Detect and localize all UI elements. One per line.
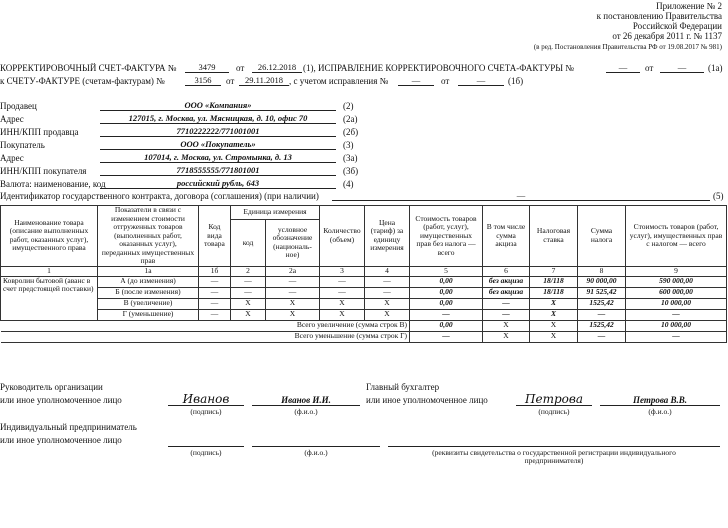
row-indicator: Б (после изменения): [98, 287, 199, 298]
field-label: Адрес: [0, 114, 24, 124]
row-unit-code: X: [231, 309, 266, 320]
correction-number: 3479: [185, 63, 229, 73]
header-unit: Единица измерения: [231, 206, 320, 220]
chief-title-2: или иное уполномоченное лицо: [366, 395, 488, 405]
with-fix-date: —: [458, 76, 504, 86]
header-unit-name: условное обозначение (националь-ное): [266, 220, 320, 266]
with-fix-code: (1б): [508, 76, 524, 86]
field-value: 127015, г. Москва, ул. Мясницкая, д. 10, офис 70: [100, 114, 336, 124]
col-number: 9: [626, 266, 727, 276]
col-number: 2: [231, 266, 266, 276]
fix-number: —: [606, 63, 640, 73]
field-value: 107014, г. Москва, ул. Стромынка, д. 13: [100, 153, 336, 163]
row-excise: без акциза: [483, 276, 530, 287]
field-value: 7718555555/771801001: [100, 166, 336, 176]
row-cost: 0,00: [410, 287, 483, 298]
header-name: Наименование товара (описание выполненных работ, оказанных услуг), имущественного права: [1, 206, 98, 267]
row-excise: —: [483, 298, 530, 309]
row-price: X: [365, 298, 410, 309]
total-excise: X: [483, 320, 530, 331]
head-signature: Иванов: [168, 393, 244, 406]
row-cost: 0,00: [410, 298, 483, 309]
col-number: 8: [578, 266, 626, 276]
ip-fio-caption: (ф.и.о.): [304, 448, 328, 457]
gov-contract-value: —: [332, 191, 710, 201]
ip-sign-caption: (подпись): [190, 448, 222, 457]
appendix-country: Российской Федерации: [632, 21, 722, 31]
total-row: [1, 320, 727, 331]
col-number: 1б: [199, 266, 231, 276]
col-number: 5: [410, 266, 483, 276]
head-title-1: Руководитель организации: [0, 382, 103, 392]
row-qty: X: [320, 298, 365, 309]
row-excise: без акциза: [483, 287, 530, 298]
field-value: ООО «Покупатель»: [100, 140, 336, 150]
header-qty: Количество (объем): [320, 206, 365, 267]
total-sum: 10 000,00: [626, 320, 727, 331]
correction-date: 26.12.2018: [252, 63, 302, 73]
ip-requisites-line: [388, 446, 720, 447]
appendix-date: от 26 декабря 2011 г. № 1137: [612, 31, 722, 41]
ip-requisites-caption: (реквизиты свидетельства о государственной регистрации индивидуального предпринимателя): [432, 448, 676, 465]
row-price: —: [365, 287, 410, 298]
row-indicator: А (до изменения): [98, 276, 199, 287]
row-price: X: [365, 309, 410, 320]
total-label: Всего увеличение (сумма строк В): [1, 320, 410, 331]
field-code: (4): [343, 179, 354, 189]
table-row: [1, 287, 727, 298]
gov-contract-code: (5): [713, 191, 724, 201]
header-unit-code: код: [231, 220, 266, 266]
total-label: Всего уменьшение (сумма строк Г): [1, 331, 410, 342]
row-kind-code: —: [199, 309, 231, 320]
with-fix-from: от: [441, 76, 450, 86]
row-unit-name: X: [266, 309, 320, 320]
with-fix-number: —: [398, 76, 434, 86]
head-fio-caption: (ф.и.о.): [294, 407, 318, 416]
ip-title-2: или иное уполномоченное лицо: [0, 435, 122, 445]
header-tax: Сумма налога: [578, 206, 626, 267]
invoice-from: от: [226, 76, 235, 86]
row-unit-name: —: [266, 276, 320, 287]
chief-title-1: Главный бухгалтер: [366, 382, 440, 392]
appendix-number: Приложение № 2: [656, 1, 722, 11]
row-total: 590 000,00: [626, 276, 727, 287]
col-number: 1а: [98, 266, 199, 276]
appendix-edition: (в ред. Постановления Правительства РФ от 19.08.2017 № 981): [533, 43, 722, 51]
field-code: (3б): [343, 166, 359, 176]
to-invoice-label: к СЧЕТУ-ФАКТУРЕ (счетам-фактурам) №: [0, 76, 165, 86]
field-code: (2): [343, 101, 354, 111]
head-sign-caption: (подпись): [190, 407, 222, 416]
ip-sign-line: [168, 446, 244, 447]
invoice-number: 3156: [185, 76, 221, 86]
row-unit-name: X: [266, 298, 320, 309]
row-indicator: В (увеличение): [98, 298, 199, 309]
row-qty: —: [320, 287, 365, 298]
row-kind-code: —: [199, 298, 231, 309]
row-unit-code: X: [231, 298, 266, 309]
row-indicator: Г (уменьшение): [98, 309, 199, 320]
header-cost-no-tax: Стоимость товаров (работ, услуг), имущественных прав без налога — всего: [410, 206, 483, 267]
field-code: (3): [343, 140, 354, 150]
fix-date: —: [660, 63, 704, 73]
row-rate: X: [530, 298, 578, 309]
chief-fio: Петрова В.В.: [600, 395, 720, 406]
table-row: [1, 309, 727, 320]
table-row: [1, 276, 727, 287]
total-tax: —: [578, 331, 626, 342]
row-total: —: [626, 309, 727, 320]
header-kind-code: Код вида товара: [199, 206, 231, 267]
total-excise: X: [483, 331, 530, 342]
fix-code: (1а): [708, 63, 723, 73]
with-fix-label: , с учетом исправления №: [289, 76, 389, 86]
title-from: от: [236, 63, 245, 73]
field-code: (2а): [343, 114, 358, 124]
chief-signature: Петрова: [516, 393, 592, 406]
appendix-decree: к постановлению Правительства: [596, 11, 722, 21]
header-indicators: Показатели в связи с изменением стоимости отгруженных товаров (выполненных работ, оказанных услуг), переданных имущественных прав: [98, 206, 199, 267]
ip-fio-line: [252, 446, 380, 447]
total-rate: X: [530, 320, 578, 331]
row-unit-code: —: [231, 276, 266, 287]
col-number: 6: [483, 266, 530, 276]
row-tax: 1525,42: [578, 298, 626, 309]
field-code: (3а): [343, 153, 358, 163]
col-number: 1: [1, 266, 98, 276]
table-row: [1, 298, 727, 309]
row-rate: 18/118: [530, 287, 578, 298]
total-cost: 0,00: [410, 320, 483, 331]
row-total: 600 000,00: [626, 287, 727, 298]
row-price: —: [365, 276, 410, 287]
header-excise: В том числе сумма акциза: [483, 206, 530, 267]
row-unit-name: —: [266, 287, 320, 298]
col-number: 7: [530, 266, 578, 276]
ip-title-1: Индивидуальный предприниматель: [0, 422, 137, 432]
total-sum: —: [626, 331, 727, 342]
field-code: (2б): [343, 127, 359, 137]
field-label: Покупатель: [0, 140, 45, 150]
field-label: Адрес: [0, 153, 24, 163]
invoice-table: [0, 205, 727, 343]
total-cost: —: [410, 331, 483, 342]
field-label: Продавец: [0, 101, 37, 111]
head-title-2: или иное уполномоченное лицо: [0, 395, 122, 405]
row-qty: —: [320, 276, 365, 287]
total-tax: 1525,42: [578, 320, 626, 331]
invoice-date: 29.11.2018: [239, 76, 289, 86]
item-name: Ковролин бытовой (аванс в счет предстоящей поставки): [1, 276, 98, 320]
header-cost-with-tax: Стоимость товаров (работ, услуг), имущественных прав с налогом — всего: [626, 206, 727, 267]
field-value: 7710222222/771001001: [100, 127, 336, 137]
chief-fio-caption: (ф.и.о.): [648, 407, 672, 416]
row-cost: 0,00: [410, 276, 483, 287]
row-kind-code: —: [199, 287, 231, 298]
field-label: ИНН/КПП покупателя: [0, 166, 87, 176]
row-tax: 91 525,42: [578, 287, 626, 298]
row-rate: 18/118: [530, 276, 578, 287]
row-tax: 90 000,00: [578, 276, 626, 287]
title-label: КОРРЕКТИРОВОЧНЫЙ СЧЕТ-ФАКТУРА №: [0, 63, 177, 73]
field-label: ИНН/КПП продавца: [0, 127, 79, 137]
field-label: Валюта: наименование, код: [0, 179, 106, 189]
header-rate: Налоговая ставка: [530, 206, 578, 267]
fix-from: от: [645, 63, 654, 73]
chief-sign-caption: (подпись): [538, 407, 570, 416]
row-total: 10 000,00: [626, 298, 727, 309]
row-unit-code: —: [231, 287, 266, 298]
field-value: российский рубль, 643: [100, 179, 336, 189]
head-fio: Иванов И.И.: [252, 395, 360, 406]
fix-label: (1), ИСПРАВЛЕНИЕ КОРРЕКТИРОВОЧНОГО СЧЕТА-ФАКТУРЫ №: [303, 63, 574, 73]
col-number: 4: [365, 266, 410, 276]
row-qty: X: [320, 309, 365, 320]
header-price: Цена (тариф) за единицу измерения: [365, 206, 410, 267]
total-row: [1, 331, 727, 342]
row-kind-code: —: [199, 276, 231, 287]
col-number: 2а: [266, 266, 320, 276]
row-rate: X: [530, 309, 578, 320]
col-number: 3: [320, 266, 365, 276]
field-value: ООО «Компания»: [100, 101, 336, 111]
row-excise: —: [483, 309, 530, 320]
row-cost: —: [410, 309, 483, 320]
total-rate: X: [530, 331, 578, 342]
row-tax: —: [578, 309, 626, 320]
gov-contract-label: Идентификатор государственного контракта, договора (соглашения) (при наличии): [0, 191, 319, 201]
